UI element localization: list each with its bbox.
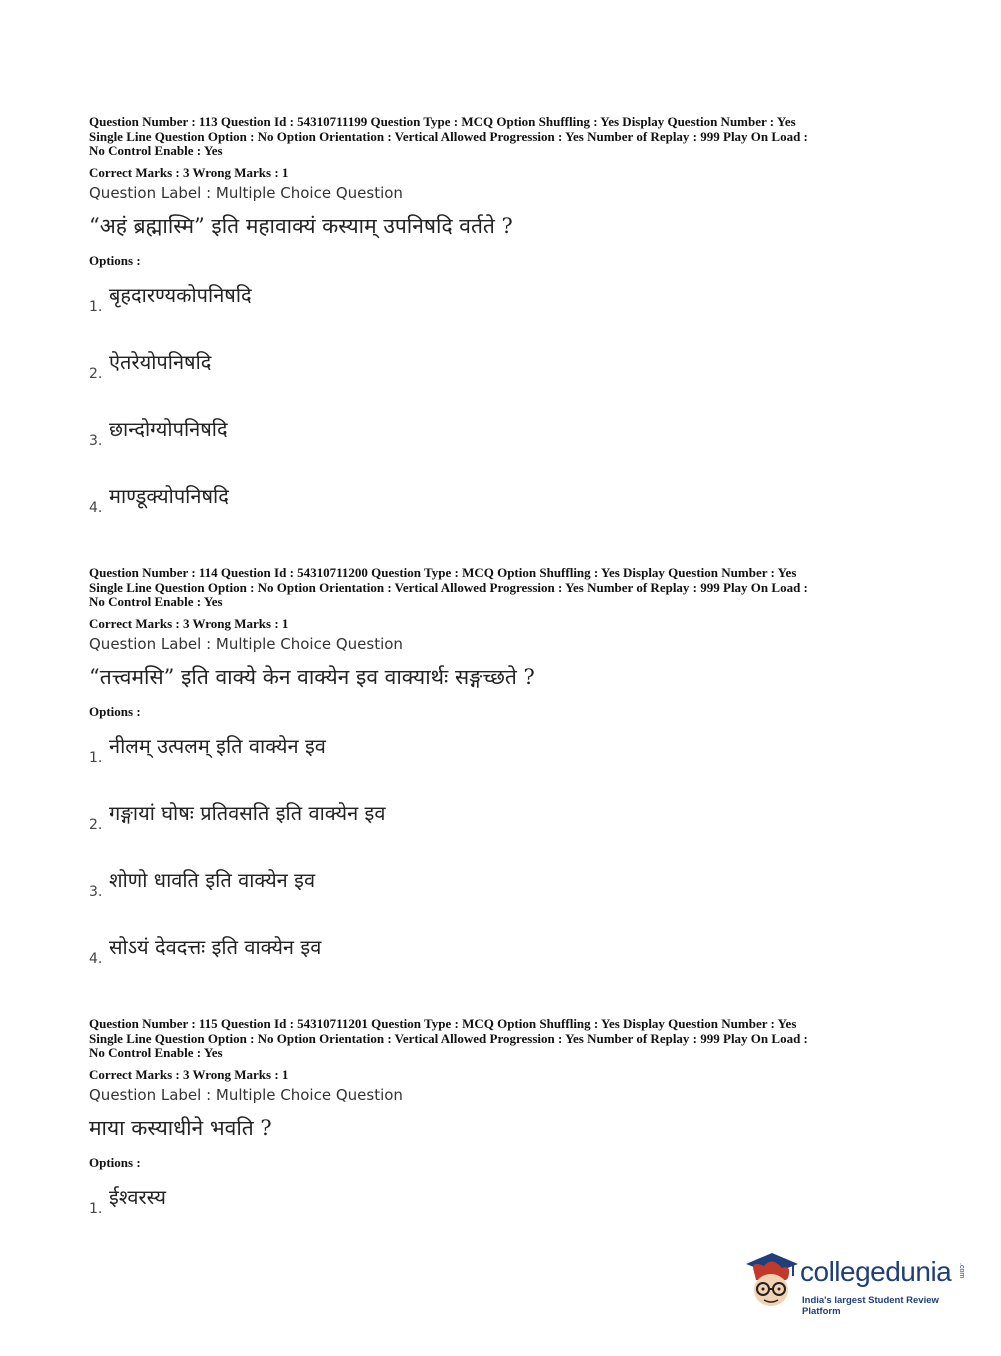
option-number: 1. <box>89 1200 103 1217</box>
option-item[interactable] <box>89 732 919 799</box>
option-number: 1. <box>89 298 103 315</box>
option-number: 2. <box>89 365 103 382</box>
question-text: माया कस्याधीने भवति ? <box>89 1115 272 1140</box>
question-label: Question Label : Multiple Choice Question <box>89 1085 403 1104</box>
question-text: “अहं ब्रह्मास्मि” इति महावाक्यं कस्याम् उपनिषदि वर्तते ? <box>89 213 513 238</box>
options-heading: Options : <box>89 703 141 719</box>
question-meta-line: No Control Enable : Yes <box>89 1045 223 1060</box>
option-item[interactable] <box>89 933 919 1000</box>
options-list <box>89 281 919 549</box>
question-meta-line: Single Line Question Option : No Option Orientation : Vertical Allowed Progression : Yes Number of Replay : 999 Play On Load : <box>89 1030 808 1046</box>
marks-info: Correct Marks : 3 Wrong Marks : 1 <box>89 1066 289 1082</box>
question-block-113 <box>89 115 919 549</box>
question-meta-line: No Control Enable : Yes <box>89 594 223 609</box>
logo-brand-text: collegedunia <box>800 1256 952 1287</box>
option-number: 3. <box>89 432 103 449</box>
question-block-114 <box>89 566 919 1000</box>
question-label: Question Label : Multiple Choice Question <box>89 183 403 202</box>
option-item[interactable] <box>89 1183 919 1250</box>
question-meta-line: Question Number : 115 Question Id : 54310711201 Question Type : MCQ Option Shuffling : Yes Display Question Number : Yes <box>89 1016 797 1031</box>
option-text: ईश्वरस्य <box>109 1184 166 1209</box>
question-block-115 <box>89 1017 919 1250</box>
logo-brand-suffix: .com <box>958 1263 965 1279</box>
option-text: बृहदारण्यकोपनिषदि <box>109 282 252 307</box>
option-number: 4. <box>89 950 103 967</box>
option-text: ऐतरेयोपनिषदि <box>109 349 212 374</box>
graduate-mascot-icon <box>742 1250 802 1312</box>
question-meta-line: Single Line Question Option : No Option Orientation : Vertical Allowed Progression : Yes Number of Replay : 999 Play On Load : <box>89 579 808 595</box>
option-text: माण्डूक्योपनिषदि <box>109 483 229 508</box>
question-meta-line: Question Number : 113 Question Id : 54310711199 Question Type : MCQ Option Shuffling : Yes Display Question Number : Yes <box>89 114 796 129</box>
option-text: सोऽयं देवदत्तः इति वाक्येन इव <box>109 934 322 959</box>
option-item[interactable] <box>89 348 919 415</box>
options-heading: Options : <box>89 1154 141 1170</box>
options-heading: Options : <box>89 252 141 268</box>
option-text: गङ्गायां घोषः प्रतिवसति इति वाक्येन इव <box>109 800 386 825</box>
option-item[interactable] <box>89 482 919 549</box>
option-text: नीलम् उत्पलम् इति वाक्येन इव <box>109 733 326 758</box>
options-list <box>89 1183 919 1250</box>
option-text: छान्दोग्योपनिषदि <box>109 416 228 441</box>
logo-tagline: India's largest Student Review Platform <box>802 1295 939 1317</box>
option-number: 4. <box>89 499 103 516</box>
options-list <box>89 732 919 1000</box>
question-meta-line: Question Number : 114 Question Id : 54310711200 Question Type : MCQ Option Shuffling : Yes Display Question Number : Yes <box>89 565 797 580</box>
question-meta-line: Single Line Question Option : No Option Orientation : Vertical Allowed Progression : Yes Number of Replay : 999 Play On Load : <box>89 128 808 144</box>
option-item[interactable] <box>89 415 919 482</box>
option-item[interactable] <box>89 281 919 348</box>
question-label: Question Label : Multiple Choice Question <box>89 634 403 653</box>
question-text: “तत्त्वमसि” इति वाक्ये केन वाक्येन इव वाक्यार्थः सङ्गच्छते ? <box>89 664 535 689</box>
option-text: शोणो धावति इति वाक्येन इव <box>109 867 316 892</box>
marks-info: Correct Marks : 3 Wrong Marks : 1 <box>89 164 289 180</box>
option-number: 2. <box>89 816 103 833</box>
option-number: 3. <box>89 883 103 900</box>
option-item[interactable] <box>89 866 919 933</box>
option-number: 1. <box>89 749 103 766</box>
option-item[interactable] <box>89 799 919 866</box>
question-meta-line: No Control Enable : Yes <box>89 143 223 158</box>
marks-info: Correct Marks : 3 Wrong Marks : 1 <box>89 615 289 631</box>
collegedunia-logo <box>742 1250 972 1320</box>
